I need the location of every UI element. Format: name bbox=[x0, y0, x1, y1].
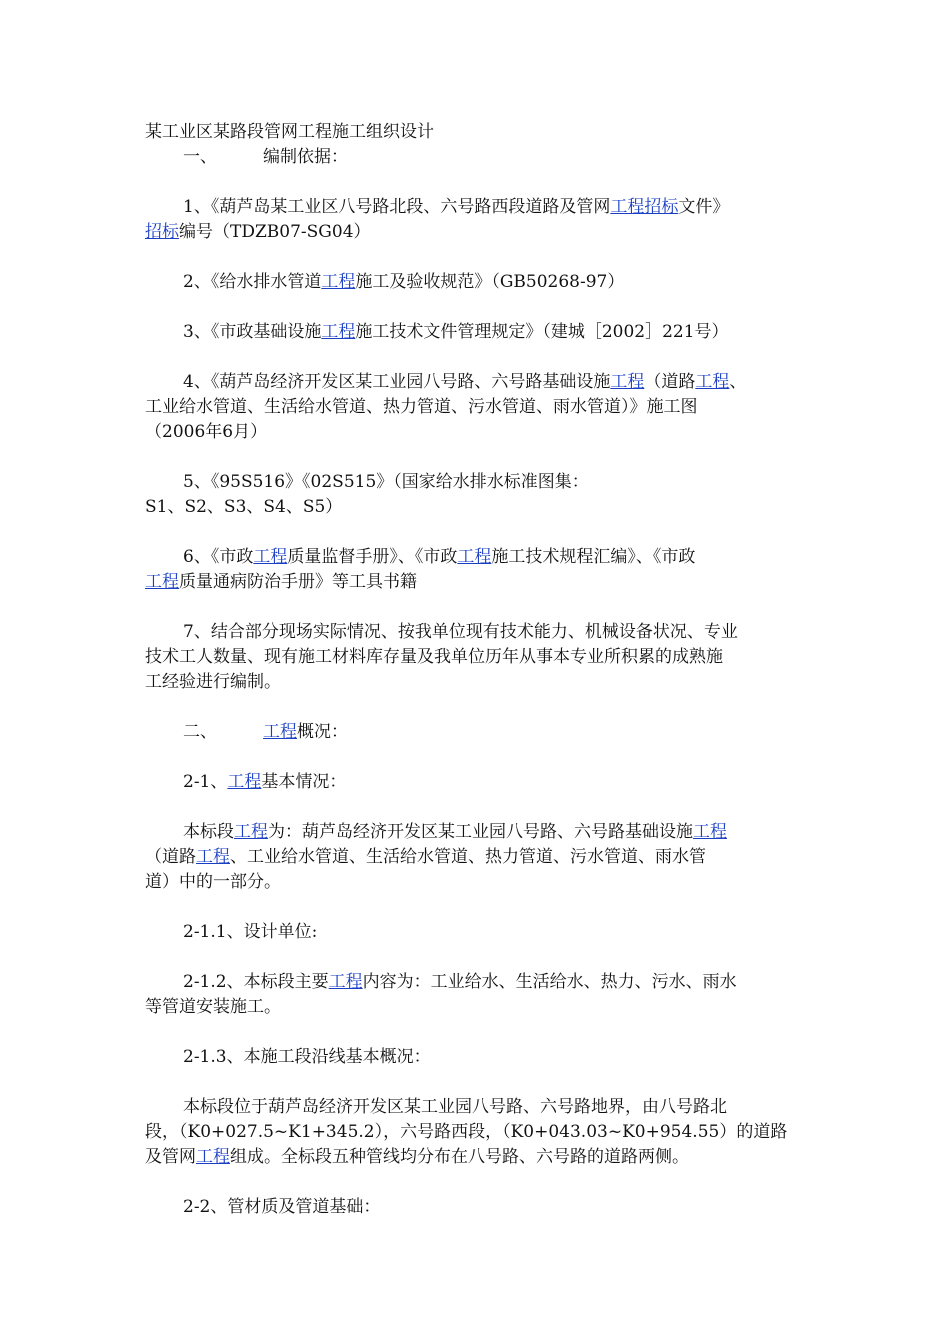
link-project[interactable]: 工程 bbox=[321, 272, 356, 292]
subsection-2-1-3: 2-1.3、本施工段沿线基本概况： bbox=[183, 1047, 431, 1067]
item-2: 2、《给水排水管道工程施工及验收规范》（GB50268-97） bbox=[183, 272, 625, 292]
link-project[interactable]: 工程 bbox=[196, 1147, 230, 1167]
link-project[interactable]: 工程 bbox=[196, 847, 230, 867]
link-project[interactable]: 工程 bbox=[457, 547, 492, 567]
link-project[interactable]: 工程 bbox=[321, 322, 356, 342]
item-4: 4、《葫芦岛经济开发区某工业园八号路、六号路基础设施工程（道路工程、 工业给水管道、生活给水管道、热力管道、污水管道、雨水管道）》施工图 （2006年6月） bbox=[145, 372, 747, 442]
document-title: 某工业区某路段管网工程施工组织设计 bbox=[145, 122, 434, 142]
link-project[interactable]: 工程 bbox=[234, 822, 268, 842]
link-bid-2[interactable]: 招标 bbox=[145, 222, 179, 242]
subsection-2-1-body: 本标段工程为：葫芦岛经济开发区某工业园八号路、六号路基础设施工程 （道路工程、工业给水管道、生活给水管道、热力管道、污水管道、雨水管 道）中的一部分。 bbox=[145, 822, 727, 892]
link-project[interactable]: 工程 bbox=[227, 772, 262, 792]
section-1-heading: 一、 编制依据： bbox=[183, 147, 348, 167]
link-project[interactable]: 工程 bbox=[263, 722, 297, 742]
link-project[interactable]: 工程 bbox=[693, 822, 727, 842]
link-bid[interactable]: 工程招标 bbox=[610, 197, 679, 217]
document-page bbox=[145, 120, 825, 1220]
link-project[interactable]: 工程 bbox=[610, 372, 645, 392]
section-2-heading: 二、 工程概况： bbox=[183, 722, 348, 742]
item-1: 1、《葫芦岛某工业区八号路北段、六号路西段道路及管网工程招标文件》 招标编号（TDZB07-SG04） bbox=[145, 197, 730, 242]
subsection-2-1-2: 2-1.2、本标段主要工程内容为：工业给水、生活给水、热力、污水、雨水 等管道安装施工。 bbox=[145, 972, 737, 1017]
link-project[interactable]: 工程 bbox=[145, 572, 179, 592]
link-project[interactable]: 工程 bbox=[695, 372, 730, 392]
subsection-2-1: 2-1、工程基本情况： bbox=[183, 772, 347, 792]
subsection-2-1-3-body: 本标段位于葫芦岛经济开发区某工业园八号路、六号路地界，由八号路北 段，（K0+027.5~K1+345.2），六号路西段，（K0+043.03~K0+954.55）的道路 及管网工程组成。全标段五种管线均分布在八号路、六号路的道路两侧。 bbox=[145, 1097, 788, 1167]
item-5: 5、《95S516》《02S515》（国家给水排水标准图集： S1、S2、S3、S4、S5） bbox=[145, 472, 589, 517]
subsection-2-1-1: 2-1.1、设计单位: bbox=[183, 922, 318, 942]
item-6: 6、《市政工程质量监督手册》、《市政工程施工技术规程汇编》、《市政 工程质量通病防治手册》等工具书籍 bbox=[145, 547, 696, 592]
item-3: 3、《市政基础设施工程施工技术文件管理规定》（建城［2002］221号） bbox=[183, 322, 729, 342]
link-project[interactable]: 工程 bbox=[253, 547, 288, 567]
subsection-2-2: 2-2、管材质及管道基础： bbox=[183, 1197, 381, 1217]
item-7: 7、结合部分现场实际情况、按我单位现有技术能力、机械设备状况、专业 技术工人数量、现有施工材料库存量及我单位历年从事本专业所积累的成熟施 工经验进行编制。 bbox=[145, 622, 738, 692]
link-project[interactable]: 工程 bbox=[328, 972, 363, 992]
